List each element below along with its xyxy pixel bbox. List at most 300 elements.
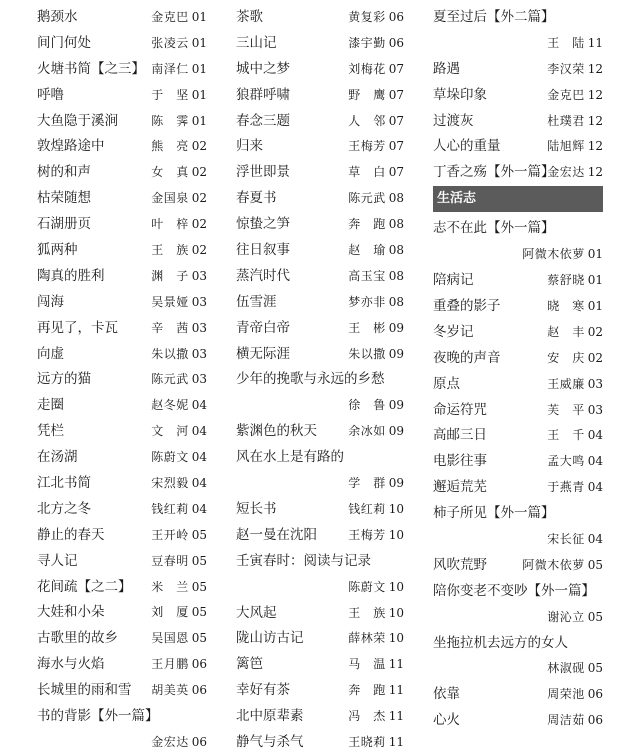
entry-author: 胡美英 [151, 683, 189, 698]
entry-page: 04 [191, 398, 207, 413]
entry-title: 风吹荒野 [433, 556, 487, 573]
entry-author: 周荣池 [547, 687, 585, 702]
entry-byline [348, 264, 404, 290]
toc-entry [236, 678, 404, 704]
entry-page: 07 [388, 165, 404, 180]
toc-entry [433, 109, 603, 135]
entry-title: 呼噜 [37, 86, 64, 103]
toc-entry [236, 57, 404, 83]
toc-entry [236, 445, 404, 497]
entry-page: 02 [191, 217, 207, 232]
entry-author: 黄复彩 [348, 10, 386, 24]
entry-page: 02 [191, 243, 207, 258]
section-title: 生活志 [437, 191, 477, 207]
entry-byline [151, 83, 207, 109]
entry-title: 蒸汽时代 [236, 267, 290, 284]
entry-byline [522, 553, 603, 579]
entry-author: 周洁茹 [547, 713, 585, 728]
entry-page: 04 [587, 454, 603, 469]
toc-entry [37, 393, 207, 419]
entry-page: 02 [587, 350, 603, 365]
entry-title: 大鱼隐于溪涧 [37, 112, 118, 129]
entry-byline [348, 5, 404, 31]
toc-entry [37, 575, 207, 601]
entry-title: 横无际涯 [236, 345, 290, 362]
entry-byline [547, 475, 603, 501]
entry-page: 07 [388, 113, 404, 128]
entry-author: 王 彬 [348, 320, 386, 335]
entry-title: 远方的猫 [37, 371, 91, 388]
entry-byline [348, 238, 404, 264]
entry-page: 05 [587, 557, 603, 572]
toc-entry [37, 160, 207, 186]
entry-author: 陆旭辉 [547, 139, 585, 154]
entry-title: 江北书简 [37, 475, 91, 492]
entry-author: 宋长征 [547, 531, 585, 546]
entry-title: 伍雪涯 [236, 293, 277, 310]
entry-title: 电影往事 [433, 453, 487, 470]
entry-byline [547, 294, 603, 320]
entry-title: 浮世即景 [236, 164, 290, 181]
toc-entry [37, 471, 207, 497]
entry-page: 01 [191, 61, 207, 76]
entry-title: 柿子所见【外一篇】 [433, 505, 555, 522]
entry-title: 再见了，卡瓦 [37, 319, 118, 336]
entry-byline [151, 652, 207, 678]
entry-page: 05 [191, 553, 207, 568]
toc-entry [236, 264, 404, 290]
entry-title: 北中原辈素 [236, 708, 304, 725]
entry-title: 春念三题 [236, 112, 290, 129]
entry-page: 01 [191, 87, 207, 102]
entry-byline [547, 398, 603, 424]
entry-author: 于燕青 [547, 480, 585, 495]
entry-page: 03 [587, 376, 603, 391]
entry-byline [151, 212, 207, 238]
entry-title: 在汤湖 [37, 449, 78, 466]
entry-author: 钱红莉 [151, 501, 189, 516]
toc-entry [236, 652, 404, 678]
entry-author: 奔 跑 [348, 683, 386, 698]
entry-byline [151, 678, 207, 704]
entry-author: 陈蔚文 [348, 579, 386, 594]
entry-byline [547, 134, 603, 160]
toc-entry [433, 216, 603, 268]
entry-byline [348, 134, 404, 160]
toc-entry [37, 678, 207, 704]
entry-title: 赵一曼在沈阳 [236, 526, 317, 543]
toc-entry [236, 5, 404, 31]
toc-entry [37, 186, 207, 212]
entry-byline [348, 109, 404, 135]
toc-entry [236, 83, 404, 109]
entry-byline [348, 212, 404, 238]
entry-author: 王 千 [547, 428, 585, 443]
entry-title: 石湖册页 [37, 216, 91, 233]
toc-entry [433, 398, 603, 424]
entry-author: 刘梅花 [348, 61, 386, 76]
toc-entry [37, 5, 207, 31]
entry-title: 壬寅春时：阅读与记录 [236, 552, 371, 569]
entry-byline [151, 5, 207, 31]
entry-byline [151, 549, 207, 575]
entry-author: 熊 亮 [151, 139, 189, 154]
entry-author: 文 河 [151, 424, 189, 439]
toc-entry [236, 601, 404, 627]
entry-byline [348, 316, 404, 342]
entry-author: 宋烈毅 [151, 476, 189, 491]
entry-byline [547, 449, 603, 475]
entry-byline [522, 242, 603, 268]
toc-entry [236, 109, 404, 135]
entry-title: 幸好有茶 [236, 682, 290, 699]
toc-entry [37, 704, 207, 756]
toc-entry [37, 342, 207, 368]
entry-page: 08 [388, 294, 404, 309]
entry-page: 09 [388, 398, 404, 413]
entry-page: 11 [388, 709, 404, 724]
entry-title: 敦煌路途中 [37, 138, 105, 155]
entry-page: 05 [587, 661, 603, 676]
section-header [433, 186, 603, 212]
entry-page: 08 [388, 243, 404, 258]
entry-author: 谢沁立 [547, 609, 585, 624]
entry-page: 03 [191, 320, 207, 335]
entry-page: 12 [587, 139, 603, 154]
entry-page: 05 [191, 579, 207, 594]
entry-page: 04 [587, 428, 603, 443]
entry-author: 陈元武 [151, 372, 189, 387]
entry-title: 陶真的胜利 [37, 267, 105, 284]
toc-entry [236, 31, 404, 57]
entry-byline [348, 601, 404, 627]
entry-page: 09 [388, 424, 404, 439]
entry-author: 学 群 [348, 476, 386, 491]
entry-byline [348, 160, 404, 186]
toc-entry [236, 316, 404, 342]
toc-entry [433, 268, 603, 294]
entry-byline [547, 31, 603, 57]
entry-author: 米 兰 [151, 579, 189, 594]
entry-page: 12 [587, 113, 603, 128]
toc-entry [37, 445, 207, 471]
toc-entry [236, 186, 404, 212]
entry-title: 陪你变老不变吵【外一篇】 [433, 582, 595, 599]
entry-title: 大娃和小朵 [37, 604, 105, 621]
entry-author: 奔 跑 [348, 217, 386, 232]
entry-byline [348, 730, 404, 756]
entry-author: 王梅芳 [348, 527, 386, 542]
entry-title: 夜晚的声音 [433, 349, 501, 366]
entry-author: 阿微木依萝 [522, 247, 585, 262]
entry-page: 07 [388, 139, 404, 154]
entry-author: 杜璞君 [547, 113, 585, 128]
entry-author: 于 坚 [151, 87, 189, 102]
entry-author: 王晓莉 [348, 734, 386, 749]
entry-byline [151, 31, 207, 57]
toc-entry [236, 523, 404, 549]
entry-byline [547, 109, 603, 135]
entry-byline [151, 290, 207, 316]
entry-author: 高玉宝 [348, 268, 386, 283]
entry-page: 10 [388, 527, 404, 542]
entry-title: 间门何处 [37, 34, 91, 51]
entry-page: 02 [191, 139, 207, 154]
entry-title: 大风起 [236, 604, 277, 621]
entry-byline [151, 134, 207, 160]
entry-author: 吴景娅 [151, 294, 189, 309]
entry-title: 少年的挽歌与永远的乡愁 [236, 371, 385, 388]
toc-entry [433, 449, 603, 475]
entry-page: 10 [388, 501, 404, 516]
entry-byline [151, 367, 207, 393]
entry-page: 06 [388, 35, 404, 50]
entry-page: 08 [388, 191, 404, 206]
entry-title: 陇山访古记 [236, 630, 304, 647]
entry-byline [547, 160, 603, 186]
entry-title: 静气与杀气 [236, 733, 304, 750]
toc-entry [433, 423, 603, 449]
entry-byline [547, 708, 603, 734]
toc-entry [37, 497, 207, 523]
entry-author: 南泽仁 [151, 61, 189, 76]
entry-title: 书的背影【外一篇】 [37, 708, 159, 725]
entry-author: 渊 子 [151, 268, 189, 283]
toc-entry [433, 553, 603, 579]
entry-page: 04 [587, 480, 603, 495]
entry-title: 归来 [236, 138, 263, 155]
toc-entry [236, 626, 404, 652]
entry-author: 野 鹰 [348, 87, 386, 102]
entry-page: 09 [388, 476, 404, 491]
entry-author: 李汉荣 [547, 61, 585, 76]
entry-page: 11 [388, 657, 404, 672]
entry-author: 徐 鲁 [348, 398, 386, 413]
entry-title: 篱笆 [236, 656, 263, 673]
entry-page: 10 [388, 631, 404, 646]
entry-title: 紫渊色的秋天 [236, 423, 317, 440]
entry-byline [547, 320, 603, 346]
entry-byline [151, 445, 207, 471]
entry-page: 10 [388, 605, 404, 620]
entry-title: 向虚 [37, 345, 64, 362]
toc-entry [236, 134, 404, 160]
entry-title: 人心的重量 [433, 138, 501, 155]
entry-byline [547, 423, 603, 449]
toc-entry [433, 631, 603, 683]
entry-title: 夏至过后【外二篇】 [433, 9, 555, 25]
entry-byline [547, 268, 603, 294]
entry-page: 12 [587, 61, 603, 76]
entry-title: 心火 [433, 712, 460, 729]
entry-title: 重叠的影子 [433, 297, 501, 314]
entry-byline [151, 238, 207, 264]
entry-author: 王月鹏 [151, 657, 189, 672]
entry-title: 狐两种 [37, 242, 78, 259]
toc-entry [37, 316, 207, 342]
toc-entry [236, 497, 404, 523]
entry-page: 01 [587, 298, 603, 313]
entry-author: 王 族 [348, 605, 386, 620]
toc-entry [433, 294, 603, 320]
entry-byline [151, 109, 207, 135]
entry-page: 11 [388, 683, 404, 698]
entry-byline [151, 471, 207, 497]
entry-page: 11 [587, 35, 603, 50]
toc-column-3 [433, 5, 603, 734]
toc-entry [433, 83, 603, 109]
entry-page: 07 [388, 87, 404, 102]
entry-author: 刘 厦 [151, 605, 189, 620]
toc-entry [37, 549, 207, 575]
entry-title: 青帝白帝 [236, 319, 290, 336]
entry-page: 01 [587, 247, 603, 262]
toc-entry [433, 501, 603, 553]
entry-title: 静止的春天 [37, 526, 105, 543]
entry-page: 05 [191, 605, 207, 620]
entry-byline [151, 264, 207, 290]
toc-entry [37, 626, 207, 652]
entry-byline [547, 346, 603, 372]
entry-page: 06 [587, 713, 603, 728]
toc-entry [37, 134, 207, 160]
entry-byline [348, 497, 404, 523]
entry-author: 金克巴 [547, 87, 585, 102]
entry-byline [547, 605, 603, 631]
toc-entry [433, 682, 603, 708]
entry-byline [151, 186, 207, 212]
entry-page: 01 [191, 113, 207, 128]
entry-page: 02 [587, 324, 603, 339]
entry-title: 路遇 [433, 60, 460, 77]
entry-byline [547, 682, 603, 708]
entry-page: 11 [388, 734, 404, 749]
entry-author: 安 庆 [547, 350, 585, 365]
toc-entry [37, 652, 207, 678]
entry-title: 城中之梦 [236, 60, 290, 77]
entry-page: 06 [191, 657, 207, 672]
entry-byline [348, 471, 404, 497]
entry-byline [151, 575, 207, 601]
entry-author: 豆春明 [151, 553, 189, 568]
entry-byline [348, 186, 404, 212]
entry-byline [348, 393, 404, 419]
entry-author: 金宏达 [547, 165, 585, 180]
entry-title: 狼群呼啸 [236, 86, 290, 103]
entry-byline [348, 83, 404, 109]
entry-page: 06 [191, 734, 207, 749]
toc-entry [37, 419, 207, 445]
entry-title: 长城里的雨和雪 [37, 682, 132, 699]
entry-title: 邂逅荒芜 [433, 479, 487, 496]
entry-byline [151, 316, 207, 342]
entry-title: 丁香之殇【外一篇】 [433, 164, 555, 181]
toc-entry [236, 730, 404, 756]
entry-author: 芙 平 [547, 402, 585, 417]
entry-author: 王 陆 [547, 35, 585, 50]
toc-entry [236, 212, 404, 238]
entry-title: 古歌里的故乡 [37, 630, 118, 647]
toc-column-3-bottom [433, 216, 603, 734]
entry-author: 梦亦非 [348, 294, 386, 309]
entry-author: 草 白 [348, 165, 386, 180]
toc-entry [433, 475, 603, 501]
entry-author: 马 温 [348, 657, 386, 672]
toc-entry [433, 134, 603, 160]
toc-entry [433, 346, 603, 372]
toc-entry [37, 600, 207, 626]
entry-title: 茶歌 [236, 9, 263, 25]
entry-page: 04 [191, 476, 207, 491]
entry-byline [151, 600, 207, 626]
entry-title: 志不在此【外一篇】 [433, 220, 555, 237]
entry-page: 09 [388, 346, 404, 361]
entry-author: 朱以撒 [348, 346, 386, 361]
entry-author: 朱以撒 [151, 346, 189, 361]
toc-entry [236, 342, 404, 368]
entry-title: 坐拖拉机去远方的女人 [433, 634, 568, 651]
entry-title: 花间疏【之二】 [37, 578, 132, 595]
entry-author: 陈元武 [348, 191, 386, 206]
entry-page: 04 [191, 424, 207, 439]
entry-byline [151, 497, 207, 523]
toc-entry [236, 704, 404, 730]
entry-page: 06 [191, 683, 207, 698]
entry-title: 风在水上是有路的 [236, 449, 344, 466]
entry-title: 寻人记 [37, 552, 78, 569]
entry-page: 08 [388, 268, 404, 283]
entry-title: 枯荣随想 [37, 190, 91, 207]
entry-byline [151, 160, 207, 186]
entry-page: 09 [388, 320, 404, 335]
entry-title: 往日叙事 [236, 242, 290, 259]
entry-page: 01 [191, 10, 207, 24]
entry-byline [348, 626, 404, 652]
entry-author: 赵 丰 [547, 324, 585, 339]
entry-page: 12 [587, 165, 603, 180]
entry-byline [348, 678, 404, 704]
toc-entry [433, 160, 603, 186]
entry-title: 海水与火焰 [37, 656, 105, 673]
entry-title: 树的和声 [37, 164, 91, 181]
toc-entry [37, 57, 207, 83]
toc-column-1 [37, 5, 207, 756]
entry-byline [348, 523, 404, 549]
entry-byline [547, 527, 603, 553]
entry-author: 孟大鸣 [547, 454, 585, 469]
entry-title: 命运符咒 [433, 401, 487, 418]
entry-byline [348, 57, 404, 83]
entry-page: 01 [191, 35, 207, 50]
entry-title: 原点 [433, 375, 460, 392]
entry-byline [348, 31, 404, 57]
entry-page: 12 [587, 87, 603, 102]
entry-title: 过渡灰 [433, 112, 474, 129]
entry-title: 火塘书简【之三】 [37, 60, 145, 77]
entry-byline [348, 704, 404, 730]
entry-byline [348, 575, 404, 601]
entry-page: 10 [388, 579, 404, 594]
entry-author: 赵冬妮 [151, 398, 189, 413]
toc-entry [236, 419, 404, 445]
entry-byline [151, 342, 207, 368]
entry-byline [547, 656, 603, 682]
entry-author: 漆宇勤 [348, 35, 386, 50]
toc-entry [433, 5, 603, 57]
toc-entry [37, 290, 207, 316]
entry-title: 依靠 [433, 686, 460, 703]
toc-entry [37, 264, 207, 290]
